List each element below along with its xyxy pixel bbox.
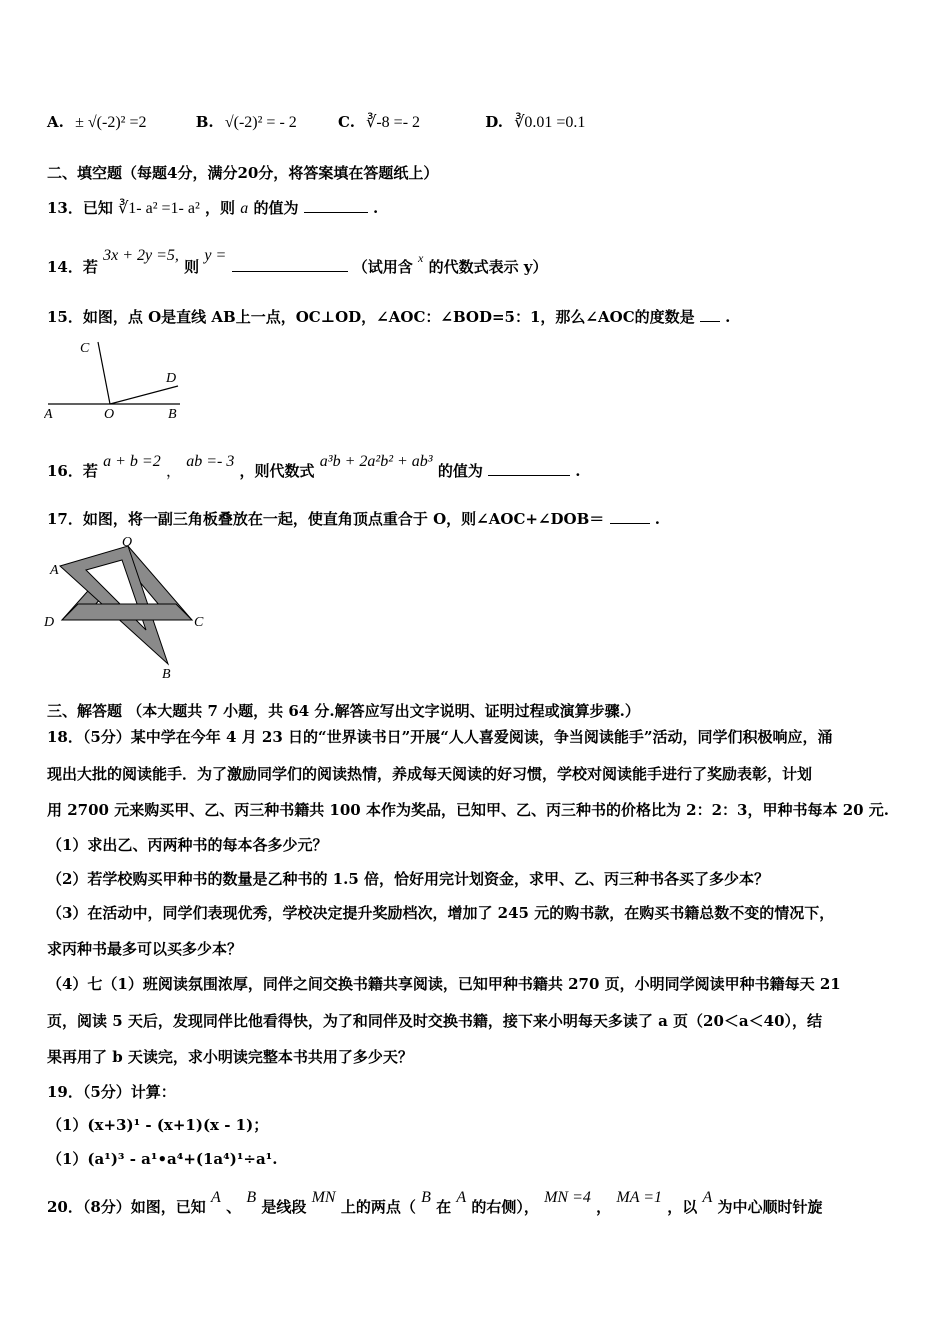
q15-end: . [725,308,731,326]
q16-sep: ， [165,462,181,480]
option-a-label: A. [47,113,64,131]
label-c: C [80,341,90,356]
label-d: D [166,371,177,386]
q18-part-4b: 页，阅读 5 天后，发现同伴比他看得快，为了和同伴及时交换书籍，接下来小明每天多读了 a 页（20＜a＜40），结 [47,1012,823,1030]
q16-answer-blank[interactable] [488,461,570,476]
question-20 [47,1189,823,1217]
q17-text: 17．如图，将一副三角板叠放在一起，使直角顶点重合于 O，则∠AOC+∠DOB＝ [47,510,605,528]
q18-part-1: （1）求出乙、丙两种书的每本各多少元？ [47,836,328,854]
q18-line-3: 用 2700 元来购买甲、乙、丙三种书籍共 100 本作为奖品，已知甲、乙、丙三种书的价格比为 2：2：3，甲种书每本 20 元. [47,801,890,819]
option-b-formula: √(-2)² = - 2 [224,114,297,131]
label-b: B [162,667,171,681]
q16-formula-3: a³b + 2a²b² + ab³ [319,453,433,470]
label-a: A [50,563,59,578]
q20-prefix: 20．（8分）如图，已知 [47,1198,206,1216]
q13-var: a [240,200,249,217]
label-d: D [44,615,55,630]
q15-text: 15．如图，点 O是直线 AB上一点，OC⊥OD，∠AOC：∠BOD=5：1，那么∠AOC的度数是 [47,308,695,326]
q20-t4: 的右侧）， [471,1198,539,1216]
q20-formula-ma: MA =1 [616,1189,662,1206]
q17-answer-blank[interactable] [610,509,650,524]
q18-part-3a: （3）在活动中，同学们表现优秀，学校决定提升奖励档次，增加了 245 元的购书款，在购买书籍总数不变的情况下， [47,904,835,922]
q14-formula: 3x + 2y =5, [103,247,179,264]
q13-suffix: 的值为 [253,199,299,217]
q20-point-b2: B [421,1189,431,1206]
option-a-formula: ± √(-2)² =2 [75,114,147,131]
q18-part-3b: 求丙种书最多可以买多少本？ [47,940,243,958]
section-3-title: 三、解答题 （本大题共 7 小题，共 64 分.解答应写出文字说明、证明过程或演算步骤.） [47,702,640,720]
question-17 [47,508,660,529]
q20-point-a3: A [702,1189,713,1206]
option-b-label: B. [195,113,214,131]
q20-point-a: A [211,1189,221,1206]
q14-answer-blank[interactable] [232,257,348,272]
option-d-label: D. [485,113,503,131]
q12-options [47,112,585,132]
q17-end: . [654,510,660,528]
q20-t3: 在 [436,1198,452,1216]
q20-dun: 、 [226,1198,242,1216]
q17-figure [42,536,217,681]
q13-end: . [372,199,379,217]
triangle-doc-base [62,604,192,620]
q18-part-4c: 果再用了 b 天读完，求小明读完整本书共用了多少天？ [47,1048,413,1066]
q20-t1: 是线段 [261,1198,307,1216]
q20-point-b: B [246,1189,257,1206]
q19-part-2: （1）(a¹)³ - a¹•a⁴+(1a⁴)¹÷a¹. [47,1150,278,1168]
q19-part-1: （1）(x+3)¹ - (x+1)(x - 1)； [47,1116,269,1134]
q20-segment-mn: MN [311,1189,336,1206]
ray-od [110,386,178,404]
question-15 [47,306,730,327]
question-13 [47,197,378,218]
q18-part-4a: （4）七（1）班阅读氛围浓厚，同伴之间交换书籍共享阅读，已知甲种书籍共 270 页，小明同学阅读甲种书籍每天 21 [47,975,841,993]
q14-prefix: 14．若 [47,258,98,276]
q13-formula: ∛1- a² =1- a² [118,200,200,217]
q14-then: 则 [184,258,200,276]
q20-t2: 上的两点（ [340,1198,416,1216]
ray-oc [98,342,110,404]
section-2-title: 二、填空题（每题4分，满分20分，将答案填在答题纸上） [47,164,439,182]
q18-line-1: 18．（5分）某中学在今年 4 月 23 日的“世界读书日”开展“人人喜爱阅读，争当阅读能手”活动，同学们积极响应，涌 [47,728,833,746]
q16-formula-2: ab =- 3 [186,453,235,470]
q19-title: 19．（5分）计算： [47,1083,176,1101]
label-o: O [122,536,133,550]
q14-suffix-a: （试用含 [352,258,413,276]
option-d-formula: ∛0.01 =0.1 [514,114,586,131]
q13-answer-blank[interactable] [304,198,368,213]
q16-formula-1: a + b =2 [103,453,161,470]
question-14 [47,247,548,277]
option-c-label: C. [338,113,355,131]
q14-suffix-b: 的代数式表示 y） [428,258,548,276]
q15-answer-blank[interactable] [700,307,720,322]
label-c: C [194,615,204,630]
q14-xvar: x [418,251,424,265]
q16-prefix: 16．若 [47,462,98,480]
q20-point-a2: A [456,1189,467,1206]
q14-y-eq: y = [204,247,227,264]
q20-comma: ， [596,1198,612,1216]
question-16 [47,453,581,481]
label-o: O [104,407,115,422]
q16-mid: ，则代数式 [239,462,315,480]
q13-prefix: 13．已知 [47,199,113,217]
q20-formula-mn: MN =4 [544,1189,591,1206]
q18-part-2: （2）若学校购买甲种书的数量是乙种书的 1.5 倍，恰好用完计划资金，求甲、乙、丙三种书各买了多少本？ [47,870,769,888]
q18-line-2: 现出大批的阅读能手．为了激励同学们的阅读热情，养成每天阅读的好习惯，学校对阅读能手进行了奖励表彰，计划 [47,765,813,783]
label-b: B [168,407,177,422]
option-c-formula: ∛-8 =- 2 [366,114,421,131]
q13-mid: ，则 [205,199,236,217]
q20-t6: 为中心顺时针旋 [717,1198,823,1216]
q15-figure [44,334,194,424]
q16-suffix: 的值为 [437,462,483,480]
q16-end: . [575,462,581,480]
label-a: A [44,407,53,422]
q20-t5: ，以 [667,1198,698,1216]
